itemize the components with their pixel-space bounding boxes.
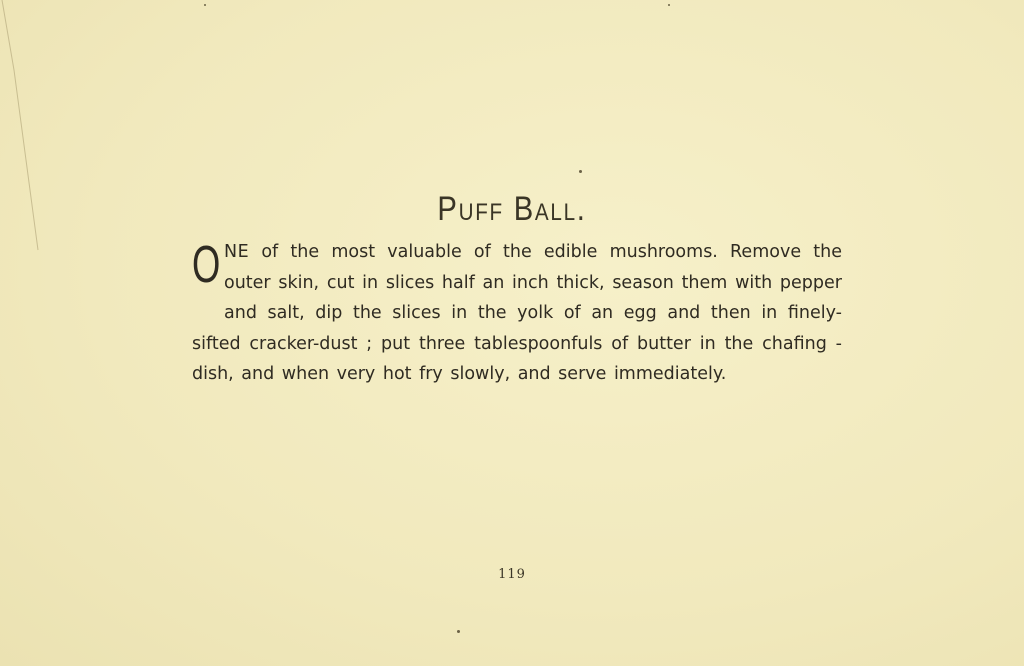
ink-speck: [579, 170, 582, 173]
ink-speck: [204, 4, 206, 6]
recipe-text: of the most valuable of the edible mushrooms. Remove the outer skin, cut in slices half an inch thick, season them with pepper and salt, dip the slices in the yolk of an egg and then in finely-sifted cracker-dust ; put three tablespoonfuls of butter in the chafing - dish, and when very hot fry slowly, and serve immediately.: [192, 242, 842, 384]
recipe-title: Puff Ball.: [437, 190, 587, 228]
lead-caps: NE: [224, 242, 250, 262]
recipe-body: [192, 237, 842, 390]
ink-speck: [457, 630, 460, 633]
drop-cap: O: [192, 236, 221, 294]
ink-speck: [668, 4, 670, 6]
paper-crease: [0, 0, 60, 260]
page-number: 119: [498, 567, 526, 582]
